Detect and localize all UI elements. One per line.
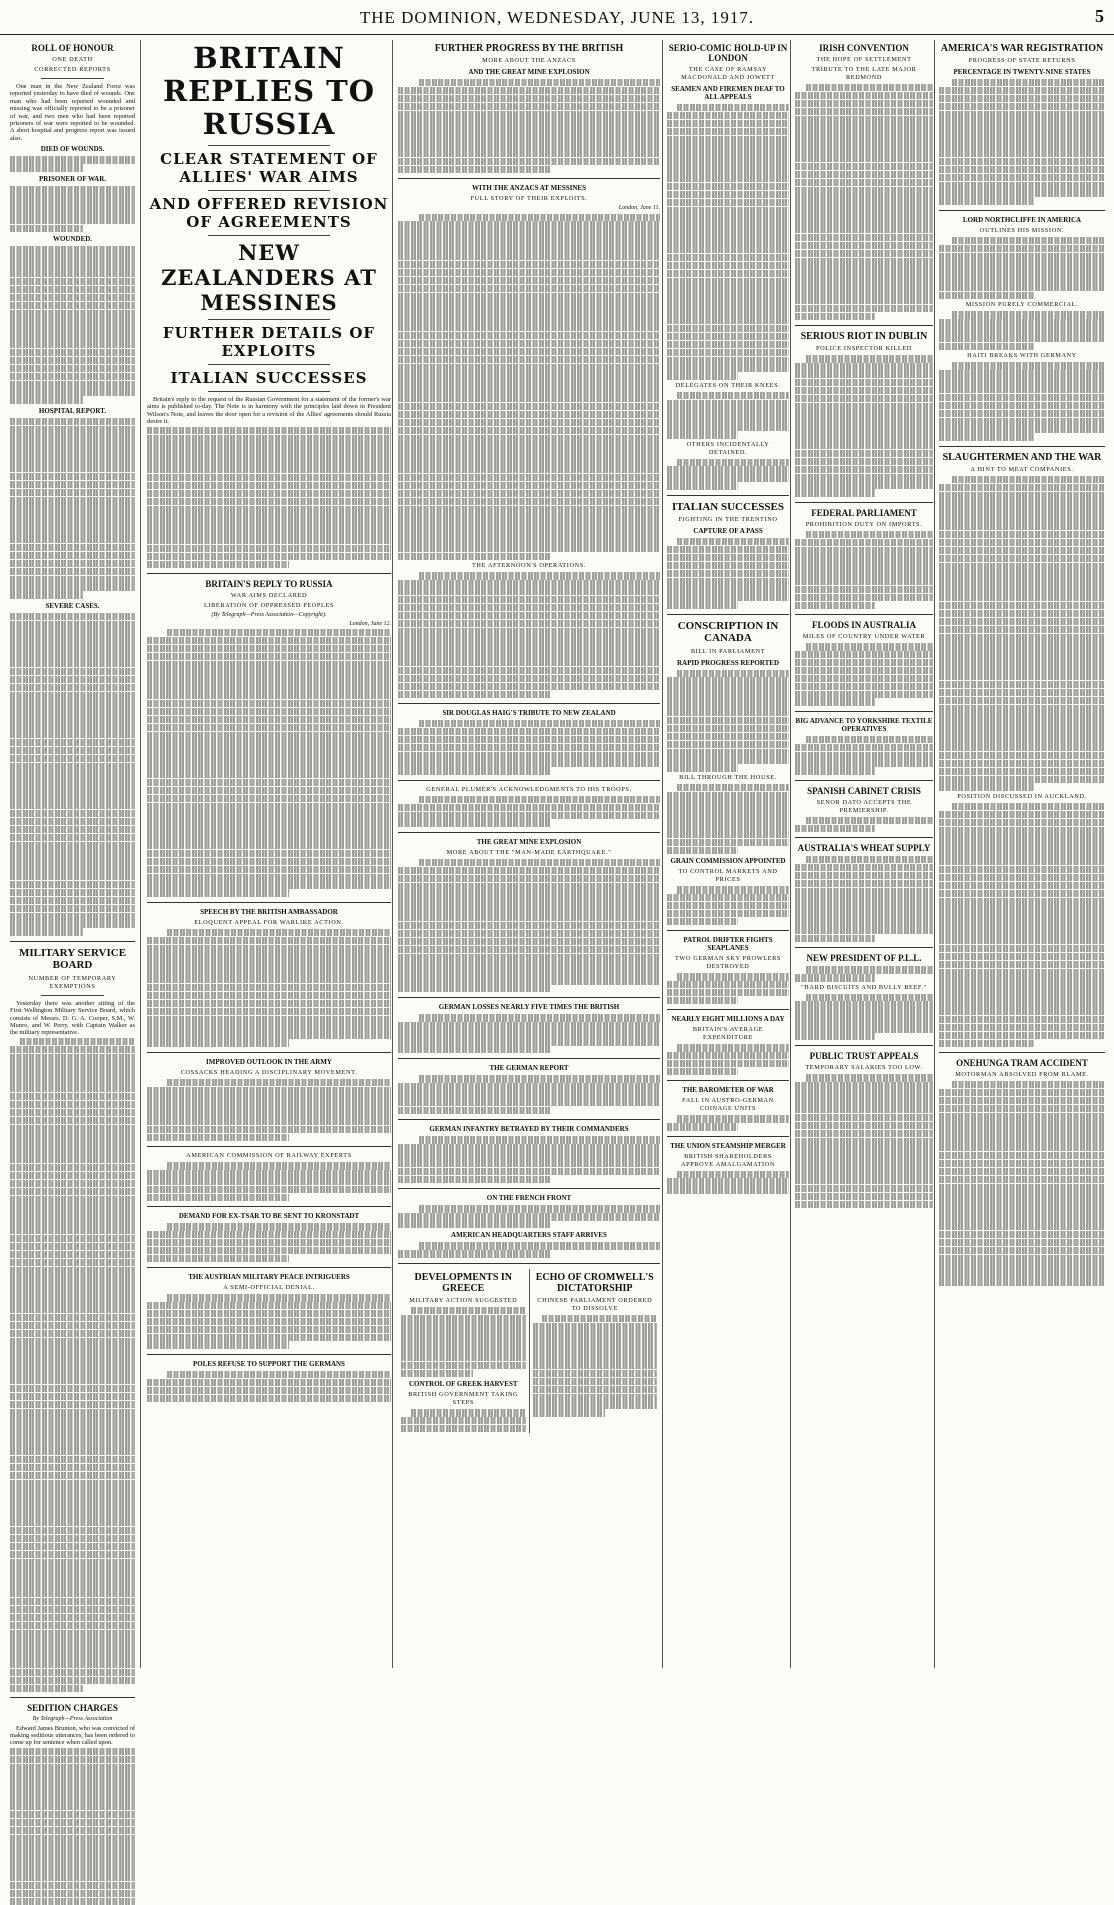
sky-prowlers-subheading: TWO GERMAN SKY PROWLERS DESTROYED [674, 955, 782, 971]
yorkshire-textile-heading: BIG ADVANCE TO YORKSHIRE TEXTILE OPERATIVES [795, 716, 933, 733]
column-4 [662, 40, 793, 1668]
grain-commission-heading: GRAIN COMMISSION APPOINTED [670, 857, 786, 866]
improved-outlook-heading: IMPROVED OUTLOOK IN THE ARMY [206, 1057, 332, 1066]
rapid-progress-subheading: RAPID PROGRESS REPORTED [676, 658, 780, 667]
state-returns-subheading: PROGRESS OF STATE RETURNS [968, 57, 1076, 64]
greece-heading: DEVELOPMENTS IN GREECE [414, 1271, 512, 1294]
patrol-drifter-heading: PATROL DRIFTER FIGHTS SEAPLANES [683, 936, 773, 953]
twenty-nine-states-subheading: PERCENTAGE IN TWENTY-NINE STATES [953, 68, 1091, 76]
senor-dato-subheading: SENOR DATO ACCEPTS THE PREMIERSHIP. [816, 798, 912, 814]
barometer-war-heading: THE BAROMETER OF WAR [682, 1086, 774, 1095]
further-progress-heading: FURTHER PROGRESS BY THE BRITISH [434, 43, 624, 54]
haig-tribute-heading: SIR DOUGLAS HAIG'S TRIBUTE TO NEW ZEALAND [442, 709, 616, 718]
roll-intro-paragraph: One man in the New Zealand Force was reported yesterday to have died of wounds. One man who had been reported wounded and missing was officially reported to be a prisoner of war, and two men who had been reported prisoners of war were reported to be wounded. A short hospital and progress report was issued also. [10, 83, 135, 142]
railway-experts-heading: AMERICAN COMMISSION OF RAILWAY EXPERTS [186, 1152, 352, 1160]
greek-harvest-heading: CONTROL OF GREEK HARVEST [408, 1380, 518, 1389]
mine-explosion-heading: THE GREAT MINE EXPLOSION [476, 837, 582, 846]
newspaper-title: THE DOMINION, WEDNESDAY, JUNE 13, 1917. [359, 8, 755, 27]
severe-cases-heading: SEVERE CASES. [45, 601, 100, 610]
coinage-units-subheading: FALL IN AUSTRO-GERMAN COINAGE UNITS [682, 1097, 774, 1113]
eloquent-appeal-subheading: ELOQUENT APPEAL FOR WARLIKE ACTION. [194, 918, 344, 926]
austrian-intriguers-heading: THE AUSTRIAN MILITARY PEACE INTRIGUERS [188, 1273, 350, 1282]
german-infantry-betrayed-heading: GERMAN INFANTRY BETRAYED BY THEIR COMMANDERS [429, 1125, 629, 1134]
union-steamship-heading: THE UNION STEAMSHIP MERGER [670, 1141, 786, 1150]
speech-ambassador-heading: SPEECH BY THE BRITISH AMBASSADOR [200, 907, 338, 916]
british-steps-subheading: BRITISH GOVERNMENT TAKING STEPS [408, 1391, 519, 1407]
salaries-too-low-subheading: TEMPORARY SALARIES TOO LOW. [805, 1064, 923, 1072]
german-losses-heading: GERMAN LOSSES NEARLY FIVE TIMES THE BRITISH [438, 1003, 620, 1012]
full-story-subheading: FULL STORY OF THEIR EXPLOITS. [470, 195, 588, 203]
anzacs-dateline: London, June 11. [618, 205, 660, 212]
man-made-earthquake-subheading: MORE ABOUT THE "MAN-MADE EARTHQUAKE." [446, 848, 612, 856]
poles-refuse-heading: POLES REFUSE TO SUPPORT THE GERMANS [193, 1359, 345, 1368]
others-detained-subheading: OTHERS INCIDENTALLY DETAINED. [686, 440, 770, 456]
trentino-subheading: FIGHTING IN THE TRENTINO [678, 516, 778, 524]
plumer-acknowledgments-heading: GENERAL PLUMER'S ACKNOWLEDGMENTS TO HIS TROOPS. [426, 785, 632, 793]
subheadline-italian: ITALIAN SUCCESSES [170, 369, 368, 387]
main-headline-messines: NEW ZEALANDERS AT MESSINES [161, 240, 377, 315]
subheadline-exploits: FURTHER DETAILS OF EXPLOITS [162, 324, 376, 360]
wounded-heading: WOUNDED. [52, 235, 93, 244]
liberation-subheading: LIBERATION OF OPPRESSED PEOPLES [203, 602, 335, 610]
great-mine-explosion-subheading: AND THE GREAT MINE EXPLOSION [468, 68, 590, 76]
serio-comic-heading: SERIO-COMIC HOLD-UP IN LONDON [668, 43, 788, 63]
bill-parliament-subheading: BILL IN PARLIAMENT [690, 647, 766, 655]
one-death-subheading: ONE DEATH [52, 56, 93, 63]
britain-expenditure-subheading: BRITAIN'S AVERAGE EXPENDITURE [692, 1026, 764, 1042]
column-1 [10, 40, 139, 1747]
masthead [0, 0, 1114, 35]
newspaper-page [10, 40, 1106, 1747]
italian-successes-heading: ITALIAN SUCCESSES [672, 500, 784, 513]
military-action-subheading: MILITARY ACTION SUGGESTED [409, 1296, 518, 1304]
haiti-breaks-heading: HAITI BREAKS WITH GERMANY [967, 352, 1077, 360]
war-registration-heading: AMERICA'S WAR REGISTRATION [940, 43, 1104, 54]
page-number: 5 [1095, 6, 1104, 26]
seamen-firemen-subheading: SEAMEN AND FIREMEN DEAF TO ALL APPEALS [671, 85, 785, 101]
public-trust-heading: PUBLIC TRUST APPEALS [809, 1051, 919, 1062]
military-service-board-heading: MILITARY SERVICE BOARD [18, 946, 127, 972]
sedition-source: By Telegraph—Press Association [32, 1716, 113, 1723]
roll-of-honour-heading: ROLL OF HONOUR [31, 43, 114, 53]
column-6 [934, 40, 1109, 1668]
hospital-report-heading: HOSPITAL REPORT. [38, 406, 107, 415]
cromwell-section [529, 1269, 661, 1433]
war-aims-declared-subheading: WAR AIMS DECLARED [230, 592, 308, 600]
temporary-exemptions-subheading: NUMBER OF TEMPORARY EXEMPTIONS [28, 974, 117, 990]
more-about-anzacs-subheading: MORE ABOUT THE ANZACS [482, 57, 576, 64]
sedition-paragraph: Edward James Brunton, who was convicted of making seditious utterances, has been ordered to come up for sentence when called upon. [10, 1724, 135, 1747]
liberation-dateline: London, June 12. [349, 620, 391, 627]
cromwell-heading: ECHO OF CROMWELL'S DICTATORSHIP [535, 1271, 654, 1294]
german-report-heading: THE GERMAN REPORT [489, 1064, 569, 1073]
riot-dublin-heading: SERIOUS RIOT IN DUBLIN [800, 331, 928, 343]
greece-china-split [398, 1269, 660, 1433]
redmond-tribute-subheading: TRIBUTE TO THE LATE MAJOR REDMOND [811, 66, 917, 81]
outlines-mission-subheading: OUTLINES HIS MISSION. [979, 226, 1065, 234]
american-headquarters-heading: AMERICAN HEADQUARTERS STAFF ARRIVES [451, 1231, 607, 1240]
corrected-reports-subheading: CORRECTED REPORTS [34, 66, 111, 73]
cossacks-subheading: COSSACKS HEADING A DISCIPLINARY MOVEMENT. [180, 1068, 358, 1076]
hope-settlement-subheading: THE HOPE OF SETTLEMENT [816, 56, 912, 63]
delegates-knees-subheading: DELEGATES ON THEIR KNEES. [675, 381, 781, 389]
eight-millions-heading: NEARLY EIGHT MILLIONS A DAY [671, 1015, 785, 1024]
britains-reply-heading: BRITAIN'S REPLY TO RUSSIA [205, 579, 333, 590]
meat-companies-subheading: A HINT TO MEAT COMPANIES. [970, 465, 1074, 473]
subheadline-war-aims: CLEAR STATEMENT OF ALLIES' WAR AIMS [160, 150, 378, 186]
column-5 [790, 40, 937, 1668]
conscription-canada-heading: CONSCRIPTION IN CANADA [677, 619, 779, 645]
summary-paragraph: Britain's reply to the request of the Russian Government for a statement of the former's war aims is published to-day. The Note is in harmony with the principles laid down in President Wilson's Note, and leaves the door open for a revision of the Allies' agreements should Russia desire it. [147, 396, 391, 426]
column-3 [392, 40, 665, 1668]
liberation-source: (By Telegraph—Press Association—Copyright). [211, 612, 327, 619]
chinese-parliament-subheading: CHINESE PARLIAMENT ORDERED TO DISSOLVE [537, 1296, 653, 1312]
motorman-absolved-subheading: MOTORMAN ABSOLVED FROM BLAME. [955, 1070, 1089, 1078]
macdonald-jowett-subheading: THE CASE OF RAMSAY MACDONALD AND JOWETT [681, 66, 775, 81]
police-inspector-subheading: POLICE INSPECTOR KILLED [816, 345, 912, 353]
prohibition-duty-subheading: PROHIBITION DUTY ON IMPORTS. [805, 520, 923, 528]
military-board-paragraph: Yesterday there was another sitting of the First Wellington Military Service Board, which consists of Messrs. D. G. A. Cooper, S.M., W. Munro, and W. Perry, with Captain Walker as the military representative. [10, 999, 135, 1037]
semi-official-denial-subheading: A SEMI-OFFICIAL DENIAL. [223, 1284, 315, 1292]
country-under-water-subheading: MILES OF COUNTRY UNDER WATER [802, 633, 926, 641]
mission-commercial-subheading: MISSION PURELY COMMERCIAL. [965, 301, 1079, 309]
died-of-wounds-heading: DIED OF WOUNDS. [40, 145, 105, 154]
shareholders-approve-subheading: BRITISH SHAREHOLDERS APPROVE AMALGAMATION [680, 1152, 776, 1168]
french-front-heading: ON THE FRENCH FRONT [486, 1194, 572, 1203]
federal-parliament-heading: FEDERAL PARLIAMENT [811, 507, 917, 518]
northcliffe-heading: LORD NORTHCLIFFE IN AMERICA [962, 215, 1082, 224]
capture-pass-subheading: CAPTURE OF A PASS [693, 527, 763, 536]
ex-tsar-heading: DEMAND FOR EX-TSAR TO BE SENT TO KRONSTADT [178, 1212, 360, 1221]
floods-australia-heading: FLOODS IN AUSTRALIA [811, 620, 917, 631]
spanish-cabinet-heading: SPANISH CABINET CRISIS [807, 785, 921, 796]
greece-section [398, 1269, 529, 1433]
subheadline-revision: AND OFFERED REVISION OF AGREEMENTS [149, 195, 389, 231]
bill-through-house-subheading: BILL THROUGH THE HOUSE. [679, 773, 777, 781]
new-president-pll-heading: NEW PRESIDENT OF P.L.L. [806, 953, 922, 964]
irish-convention-heading: IRISH CONVENTION [819, 43, 909, 53]
main-headline-britain-replies: BRITAIN REPLIES TO RUSSIA [163, 41, 375, 141]
slaughtermen-heading: SLAUGHTERMEN AND THE WAR [942, 451, 1102, 463]
onehunga-tram-heading: ONEHUNGA TRAM ACCIDENT [956, 1057, 1088, 1068]
afternoon-operations-subheading: THE AFTERNOON'S OPERATIONS. [471, 562, 587, 570]
hard-biscuits-subheading: "HARD BISCUITS AND BULLY BEEF." [801, 983, 927, 991]
wheat-supply-heading: AUSTRALIA'S WHEAT SUPPLY [797, 843, 931, 854]
markets-prices-subheading: TO CONTROL MARKETS AND PRICES [678, 868, 778, 884]
column-2 [140, 40, 397, 1668]
prisoner-of-war-heading: PRISONER OF WAR. [38, 174, 107, 183]
position-auckland-subheading: POSITION DISCUSSED IN AUCKLAND. [957, 792, 1087, 800]
sedition-charges-heading: SEDITION CHARGES [27, 1703, 118, 1714]
anzacs-at-messines-heading: WITH THE ANZACS AT MESSINES [472, 184, 586, 193]
